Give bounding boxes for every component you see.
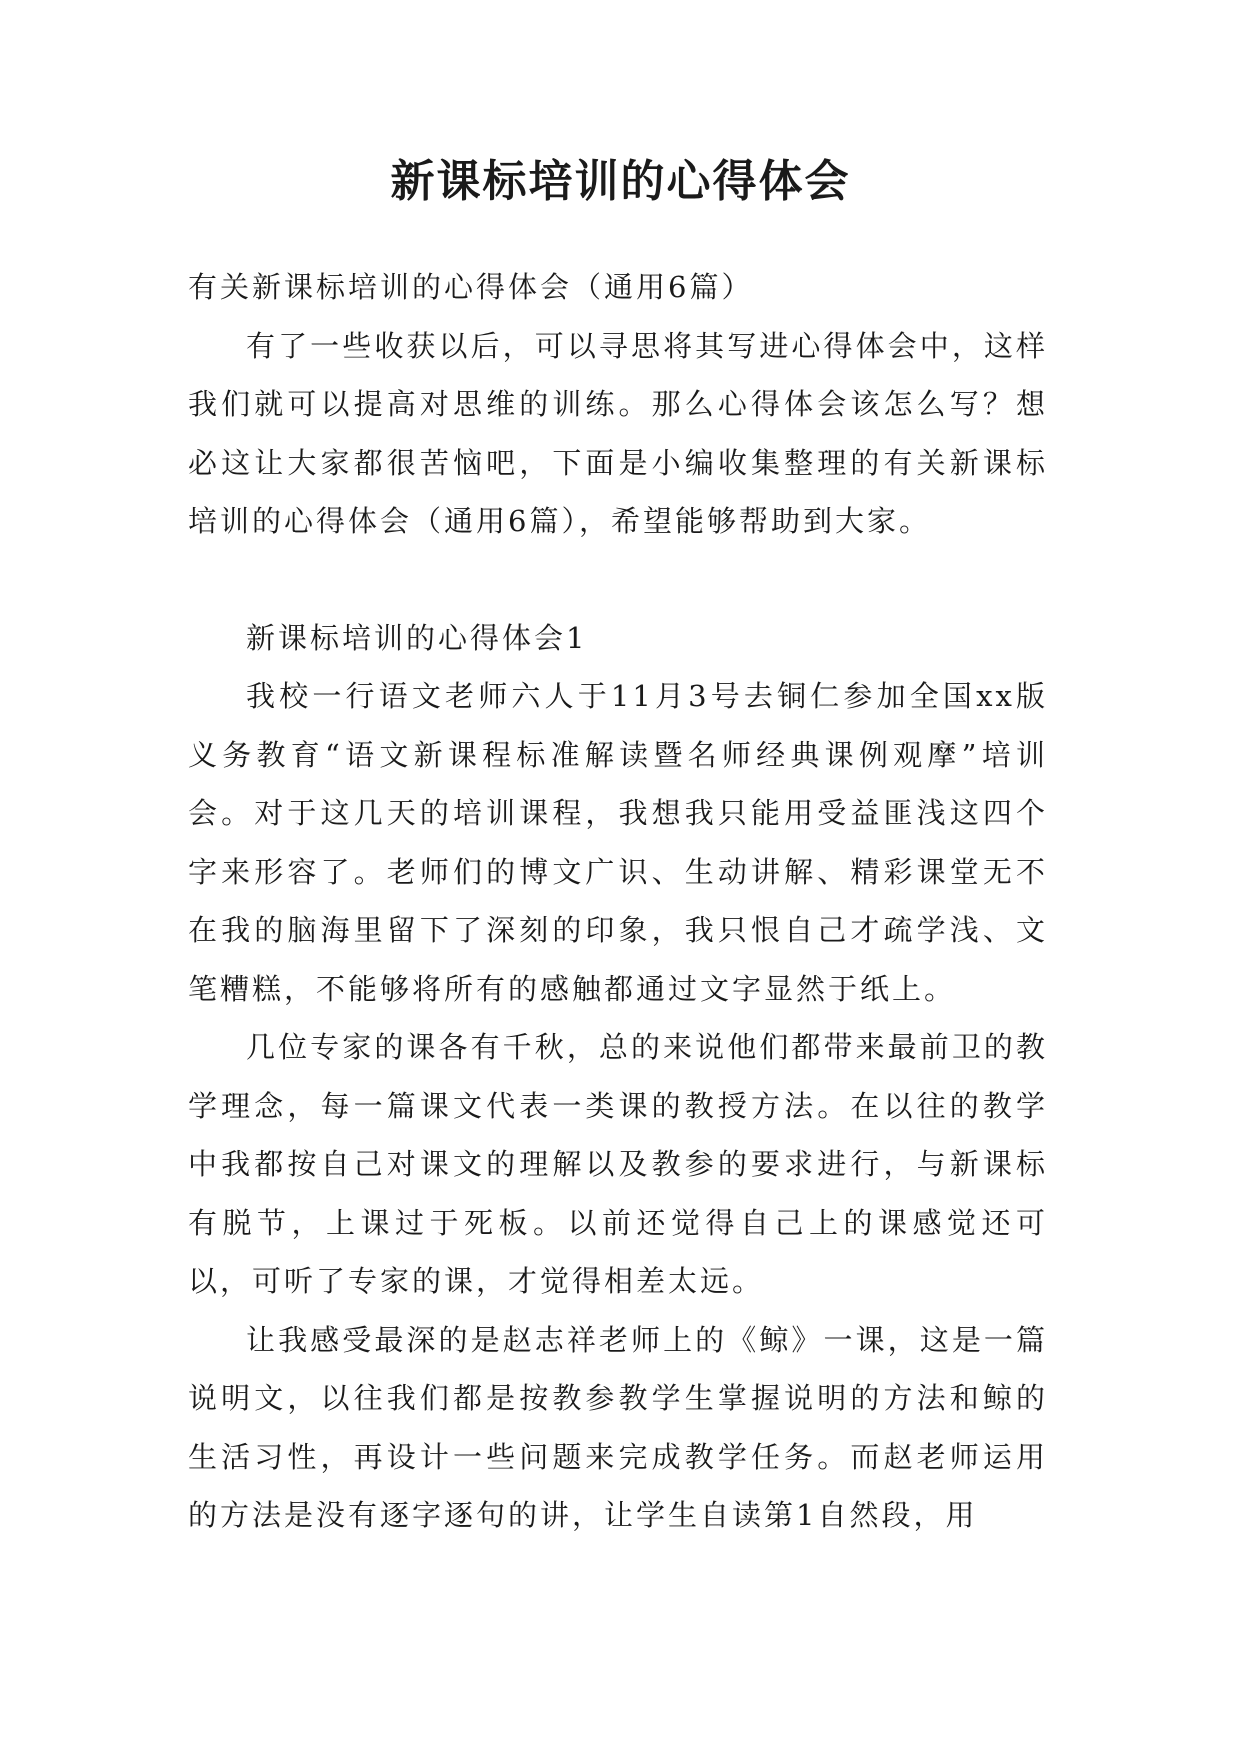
intro-paragraph: 有了一些收获以后，可以寻思将其写进心得体会中，这样我们就可以提高对思维的训练。那么心得体会该怎么写？想必这让大家都很苦恼吧，下面是小编收集整理的有关新课标培训的心得体会（通用6篇），希望能够帮助到大家。 <box>188 328 1048 538</box>
section-heading: 新课标培训的心得体会1 <box>246 620 588 655</box>
document-subtitle: 有关新课标培训的心得体会（通用6篇） <box>188 270 754 304</box>
body-paragraph-1: 我校一行语文老师六人于11月3号去铜仁参加全国xx版义务教育“语文新课程标准解读暨名师经典课例观摩”培训会。对于这几天的培训课程，我想我只能用受益匪浅这四个字来形容了。老师们的博文广识、生动讲解、精彩课堂无不在我的脑海里留下了深刻的印象，我只恨自己才疏学浅、文笔糟糕，不能够将所有的感触都通过文字显然于纸上。 <box>188 679 1048 1006</box>
document-title: 新课标培训的心得体会 <box>390 156 851 207</box>
body-paragraph-2: 几位专家的课各有千秋，总的来说他们都带来最前卫的教学理念，每一篇课文代表一类课的教授方法。在以往的教学中我都按自己对课文的理解以及教参的要求进行，与新课标有脱节，上课过于死板。以前还觉得自己上的课感觉还可以，可听了专家的课，才觉得相差太远。 <box>188 1030 1048 1298</box>
body-paragraph-3: 让我感受最深的是赵志祥老师上的《鲸》一课，这是一篇说明文，以往我们都是按教参教学生掌握说明的方法和鲸的生活习性，再设计一些问题来完成教学任务。而赵老师运用的方法是没有逐字逐句的讲，让学生自读第1自然段，用 <box>188 1322 1048 1532</box>
document-body <box>188 258 1048 1545</box>
